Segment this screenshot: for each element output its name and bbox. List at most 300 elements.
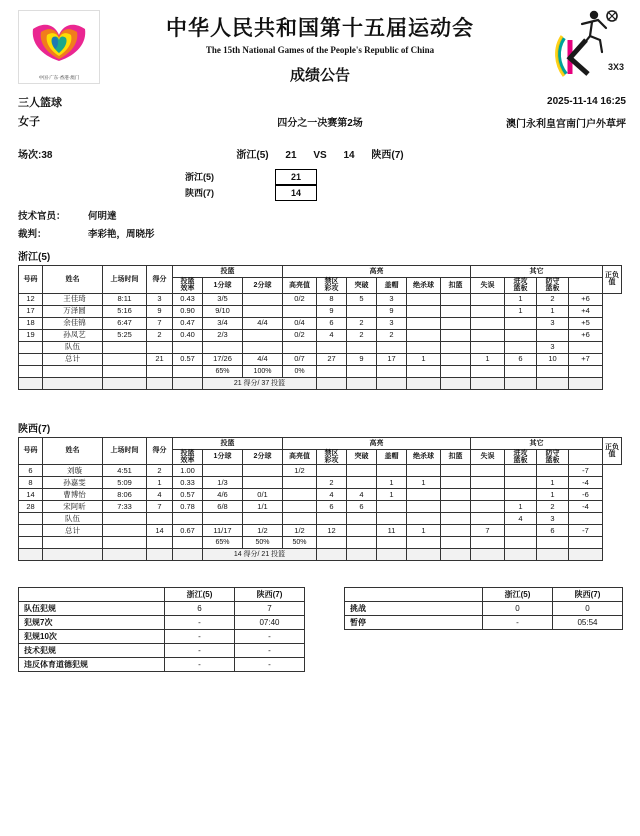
cell-turnover [471,341,505,353]
score-box-away-label: 陕西(7) [185,188,214,198]
cell-two-point [243,305,283,317]
mark-text: 3X3 [608,62,625,72]
cell-minutes: 6:47 [103,317,147,329]
cell-minutes: 5:25 [103,329,147,341]
score-box-away-value: 14 [275,185,317,201]
cell-breakthrough: 6 [347,501,377,513]
cell-dunk [441,293,471,305]
col-def-reb: 防守 篮板 [537,278,569,294]
score-box-home-value: 21 [275,169,317,185]
cell-kill [407,489,441,501]
cell-kill: 1 [407,525,441,537]
cell-home: - [165,658,235,672]
col-kill-shot: 绝杀球 [407,278,441,294]
cell-breakthrough: 2 [347,329,377,341]
logo-caption: 中国·广东·香港·澳门 [38,75,80,81]
cell-off-reb [505,329,537,341]
cell-fg-pct: 0.57 [173,489,203,501]
cell-name: 孙嘉雯 [43,477,103,489]
cell-plus-minus: +6 [569,329,603,341]
cell-off-reb [505,489,537,501]
section-gap [0,390,640,416]
score-summary [0,146,640,161]
cell-number: 14 [19,489,43,501]
cell-team-label: 队伍 [43,513,103,525]
col-two-point: 2分球 [243,278,283,294]
cell-dunk [441,329,471,341]
cell-away: 7 [235,602,305,616]
cell-def-reb: 3 [537,317,569,329]
fouls-table [18,587,305,672]
cell-shooting-summary: 21 得分/ 37 投篮 [203,377,317,389]
cell-points: 2 [147,329,173,341]
cell-def-reb: 10 [537,353,569,365]
col-def-reb: 防守 篮板 [537,449,569,465]
col-off-reb: 进攻 篮板 [505,449,537,465]
cell-rebound: 3 [377,293,407,305]
cell-breakthrough: 4 [347,489,377,501]
col-dunk: 扣篮 [441,278,471,294]
cell-def-reb: 2 [537,293,569,305]
col-one-point: 1分球 [203,278,243,294]
cell-paint: 9 [317,305,347,317]
cell-away: 05:54 [553,616,623,630]
venue-label: 澳门永利皇宫南门户外草坪 [506,119,626,130]
cell-points: 7 [147,317,173,329]
cell-home: 6 [165,602,235,616]
col-one-point: 1分球 [203,449,243,465]
col-kill-shot: 绝杀球 [407,449,441,465]
cell-plus-minus: -4 [569,477,603,489]
cell-def-reb: 1 [537,489,569,501]
cell-points: 7 [147,501,173,513]
col-points: 得分 [147,266,173,294]
cell-two-point [243,293,283,305]
cell-dunk [441,465,471,477]
cell-def-reb: 3 [537,513,569,525]
footer-row [19,549,622,561]
cell-dunk [441,525,471,537]
cell-breakthrough [347,465,377,477]
cell-two-point: 4/4 [243,317,283,329]
title-english: The 15th National Games of the People's Republic of China [205,45,435,55]
cell-fg-pct: 0.40 [173,329,203,341]
cell-two-point [243,477,283,489]
group-shooting: 投篮 [173,266,283,278]
cell-turnover [471,317,505,329]
cell-one-point: 2/3 [203,329,243,341]
cell-off-reb: 1 [505,305,537,317]
cell-name: 余佳锦 [43,317,103,329]
col-number: 号码 [19,437,43,465]
cell-def-reb: 1 [537,305,569,317]
table-row [19,305,622,317]
col-paint-attack: 禁区 彩攻 [317,449,347,465]
cell-label: 挑战 [345,602,483,616]
score-home-team: 浙江(5) [236,150,269,161]
cell-rebound: 1 [377,477,407,489]
cell-off-reb: 4 [505,513,537,525]
cell-plus-minus: +6 [569,293,603,305]
referee-value: 李彩艳，周晓彤 [88,229,155,240]
cell-turnover [471,329,505,341]
meta-block [0,94,640,138]
cell-dunk [441,501,471,513]
cell-one-point: 4/6 [203,489,243,501]
col-points: 得分 [147,437,173,465]
cell-turnover [471,293,505,305]
footer-row [19,377,622,389]
cell-name: 孙凤艺 [43,329,103,341]
cell-one-point: 17/26 [203,353,243,365]
col-high-value: 高亮值 [283,278,317,294]
cell-def-reb: 6 [537,525,569,537]
cell-minutes: 5:09 [103,477,147,489]
cell-dunk [441,305,471,317]
team-2-stats-table [18,437,622,562]
cell-label: 技术犯规 [19,644,165,658]
cell-number: 12 [19,293,43,305]
group-highlight: 高亮 [283,437,471,449]
table-row [345,602,623,616]
cell-kill [407,465,441,477]
cell-off-reb: 6 [505,353,537,365]
cell-number: 8 [19,477,43,489]
table-row [19,658,305,672]
cell-total-label: 总计 [43,353,103,365]
cell-points: 14 [147,525,173,537]
table-row [19,477,622,489]
table-row [19,293,622,305]
score-home-value: 21 [285,150,297,161]
cell-fg-pct: 0.57 [173,353,203,365]
cell-one-point-pct: 65% [203,537,243,549]
cell-kill [407,501,441,513]
cell-dunk [441,353,471,365]
cell-fg-pct: 0.90 [173,305,203,317]
group-other: 其它 [471,437,603,449]
cell-two-point: 1/1 [243,501,283,513]
table-row [345,616,623,630]
table-row [19,317,622,329]
fouls-col-away: 陕西(7) [235,588,305,602]
team-2-name: 陕西(7) [18,423,51,435]
cell-paint: 6 [317,317,347,329]
table-row [19,616,305,630]
cell-away: - [235,644,305,658]
cell-turnover [471,465,505,477]
cell-number: 17 [19,305,43,317]
officials-block [0,208,640,244]
cell-plus-minus: -4 [569,501,603,513]
cell-breakthrough [347,305,377,317]
cell-kill: 1 [407,477,441,489]
col-turnover: 失误 [471,278,505,294]
cell-def-reb: 2 [537,501,569,513]
percent-row [19,537,622,549]
cell-home: 0 [483,602,553,616]
group-highlight: 高亮 [283,266,471,278]
cell-points: 1 [147,477,173,489]
referee-label: 裁判： [18,229,47,240]
cell-plus-minus: +4 [569,305,603,317]
team-1-name: 浙江(5) [18,252,51,263]
cell-plus-minus: -7 [569,525,603,537]
cell-off-reb: 1 [505,293,537,305]
cell-off-reb [505,317,537,329]
col-name: 姓名 [43,437,103,465]
cell-one-point: 1/3 [203,477,243,489]
cell-one-point: 3/5 [203,293,243,305]
cell-paint: 6 [317,501,347,513]
cell-label: 违反体育道德犯规 [19,658,165,672]
page-header [0,0,640,92]
cell-plus-minus: -6 [569,489,603,501]
cell-away: 07:40 [235,616,305,630]
cell-rebound [377,501,407,513]
cell-points: 3 [147,293,173,305]
cell-two-point: 1/2 [243,525,283,537]
cell-high-value: 0/2 [283,293,317,305]
datetime-label: 2025-11-14 16:25 [547,96,626,107]
fouls-corner [19,588,165,602]
cell-high-value: 0/2 [283,329,317,341]
cell-fg-pct: 0.78 [173,501,203,513]
col-name: 姓名 [43,266,103,294]
cell-number: 28 [19,501,43,513]
cell-rebound [377,465,407,477]
cell-name: 宋阿昕 [43,501,103,513]
cell-paint: 12 [317,525,347,537]
cell-minutes: 8:11 [103,293,147,305]
col-minutes: 上场时间 [103,266,147,294]
cell-rebound: 17 [377,353,407,365]
score-away-team: 陕西(7) [371,150,404,161]
cell-dunk [441,317,471,329]
cell-turnover [471,477,505,489]
cell-total-label: 总计 [43,525,103,537]
col-plus-minus: 正负值 [603,437,622,465]
col-minutes: 上场时间 [103,437,147,465]
table-row [19,465,622,477]
cell-plus-minus: -7 [569,465,603,477]
col-breakthrough: 突破 [347,449,377,465]
cell-high-value: 1/2 [283,525,317,537]
cell-kill [407,305,441,317]
col-high-value: 高亮值 [283,449,317,465]
col-rebound: 盖帽 [377,278,407,294]
cell-one-point: 11/17 [203,525,243,537]
cell-away: - [235,658,305,672]
cell-turnover [471,513,505,525]
challenge-col-away: 陕西(7) [553,588,623,602]
col-dunk: 扣篮 [441,449,471,465]
tech-official-label: 技术官员： [18,211,66,222]
team-row [19,513,622,525]
cell-number: 18 [19,317,43,329]
cell-paint: 2 [317,477,347,489]
cell-home: - [483,616,553,630]
cell-one-point: 3/4 [203,317,243,329]
gender-label: 女子 [18,116,40,128]
score-away-value: 14 [343,150,355,161]
cell-fg-pct: 1.00 [173,465,203,477]
cell-rebound: 2 [377,329,407,341]
cell-fg-pct: 0.33 [173,477,203,489]
col-breakthrough: 突破 [347,278,377,294]
table-row [19,602,305,616]
cell-points: 4 [147,489,173,501]
title-block [0,12,640,85]
cell-two-point-pct: 50% [243,537,283,549]
table-row [19,501,622,513]
cell-minutes: 8:06 [103,489,147,501]
cell-two-point: 4/4 [243,353,283,365]
cell-shooting-summary: 14 得分/ 21 投篮 [203,549,317,561]
cell-paint: 4 [317,489,347,501]
col-spacer [569,278,603,294]
cell-paint: 8 [317,293,347,305]
col-two-point: 2分球 [243,449,283,465]
score-line [0,146,640,166]
cell-turnover: 7 [471,525,505,537]
col-paint-attack: 禁区 彩攻 [317,278,347,294]
challenge-timeout-table [344,587,623,630]
cell-high-value-pct: 0% [283,365,317,377]
cell-rebound: 1 [377,489,407,501]
cell-minutes: 7:33 [103,501,147,513]
cell-kill [407,329,441,341]
cell-off-reb: 1 [505,501,537,513]
game-number: 场次:38 [18,150,53,161]
cell-name: 刘璇 [43,465,103,477]
cell-points: 9 [147,305,173,317]
col-turnover: 失误 [471,449,505,465]
table-row [19,329,622,341]
cell-rebound: 11 [377,525,407,537]
cell-fg-pct: 0.67 [173,525,203,537]
cell-two-point-pct: 100% [243,365,283,377]
cell-number: 19 [19,329,43,341]
cell-turnover [471,489,505,501]
cell-turnover: 1 [471,353,505,365]
cell-high-value-pct: 50% [283,537,317,549]
cell-rebound: 9 [377,305,407,317]
challenge-corner [345,588,483,602]
cell-home: - [165,616,235,630]
cell-points: 21 [147,353,173,365]
total-row [19,353,622,365]
cell-high-value: 0/4 [283,317,317,329]
cell-one-point-pct: 65% [203,365,243,377]
cell-breakthrough: 5 [347,293,377,305]
challenge-col-home: 浙江(5) [483,588,553,602]
round-label: 四分之一决赛第2场 [277,118,363,129]
cell-plus-minus: +7 [569,353,603,365]
cell-breakthrough: 2 [347,317,377,329]
cell-fg-pct: 0.43 [173,293,203,305]
cell-def-reb [537,329,569,341]
group-other: 其它 [471,266,603,278]
team-row [19,341,622,353]
cell-paint: 27 [317,353,347,365]
col-fg-pct: 投篮 效率 [173,278,203,294]
cell-high-value [283,489,317,501]
cell-off-reb [505,525,537,537]
table-row [19,489,622,501]
cell-paint [317,465,347,477]
score-box [0,170,640,206]
title-chinese: 中华人民共和国第十五届运动会 [166,16,474,40]
cell-fg-pct: 0.47 [173,317,203,329]
col-off-reb: 进攻 篮板 [505,278,537,294]
cell-name: 王佳琦 [43,293,103,305]
cell-high-value [283,305,317,317]
cell-breakthrough [347,477,377,489]
col-number: 号码 [19,266,43,294]
cell-label: 暂停 [345,616,483,630]
cell-name: 曹博怡 [43,489,103,501]
cell-plus-minus: +5 [569,317,603,329]
cell-label: 犯规7次 [19,616,165,630]
bottom-section [0,587,640,683]
cell-home: - [165,630,235,644]
group-shooting: 投篮 [173,437,283,449]
document-title: 成绩公告 [289,66,350,84]
team-1-stats-table [18,265,622,390]
cell-dunk [441,477,471,489]
cell-two-point [243,329,283,341]
sport-name: 三人篮球 [18,97,62,109]
fouls-col-home: 浙江(5) [165,588,235,602]
cell-away: - [235,630,305,644]
cell-two-point [243,465,283,477]
tech-official-value: 何明達 [88,211,117,222]
total-row [19,525,622,537]
cell-def-reb: 1 [537,477,569,489]
percent-row [19,365,622,377]
cell-kill: 1 [407,353,441,365]
cell-paint: 4 [317,329,347,341]
cell-high-value: 0/7 [283,353,317,365]
cell-one-point: 9/10 [203,305,243,317]
cell-number: 6 [19,465,43,477]
cell-one-point: 6/8 [203,501,243,513]
cell-minutes: 5:16 [103,305,147,317]
cell-def-reb [537,465,569,477]
cell-rebound: 3 [377,317,407,329]
cell-minutes: 4:51 [103,465,147,477]
col-rebound: 盖帽 [377,449,407,465]
cell-team-label: 队伍 [43,341,103,353]
cell-one-point [203,465,243,477]
cell-away: 0 [553,602,623,616]
cell-high-value [283,477,317,489]
cell-def-reb: 3 [537,341,569,353]
cell-label: 队伍犯规 [19,602,165,616]
col-fg-pct: 投篮 效率 [173,449,203,465]
cell-home: - [165,644,235,658]
col-plus-minus: 正负值 [603,266,622,294]
cell-breakthrough [347,525,377,537]
cell-turnover [471,305,505,317]
cell-off-reb [505,477,537,489]
cell-off-reb [505,465,537,477]
cell-turnover [471,501,505,513]
cell-dunk [441,489,471,501]
cell-two-point: 0/1 [243,489,283,501]
cell-points: 2 [147,465,173,477]
